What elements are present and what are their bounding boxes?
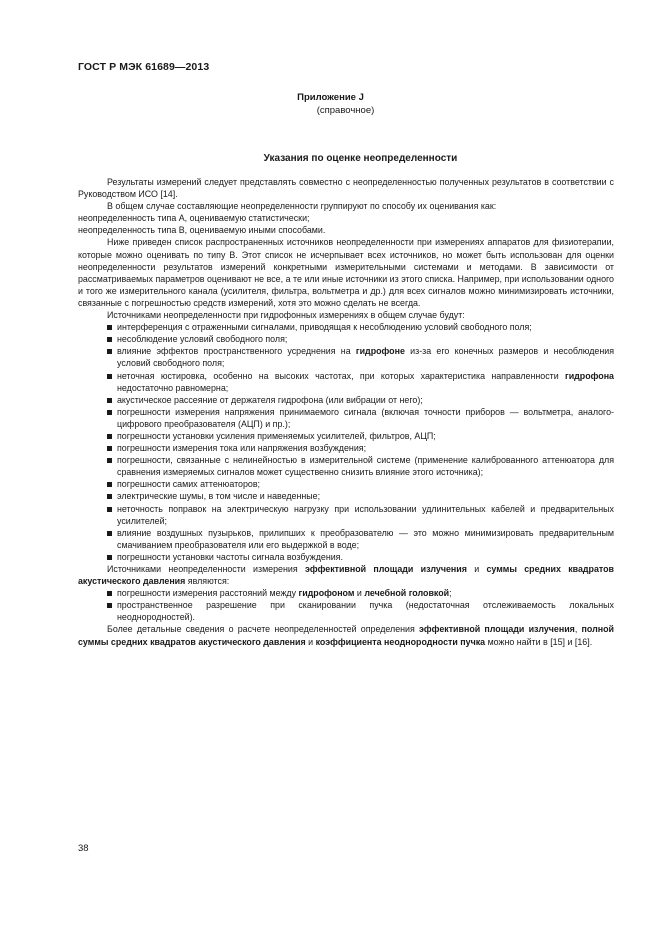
- bullet-icon: [107, 446, 112, 451]
- list-item: неточная юстировка, особенно на высоких частотах, при которых характеристика направленности гидрофона недостаточно равномерна;: [78, 370, 614, 394]
- bullet-icon: [107, 398, 112, 403]
- appendix-subtitle: (справочное): [316, 104, 375, 116]
- document-header: ГОСТ Р МЭК 61689—2013: [78, 61, 210, 73]
- paragraph: Результаты измерений следует представлять совместно с неопределенностью полученных результатов в соответствии с Руководством ИСО [14].: [78, 177, 614, 200]
- bullet-icon: [107, 531, 112, 536]
- list-item: влияние воздушных пузырьков, прилипших к преобразователю — это можно минимизировать предварительным смачиванием преобразователя или его выдержкой в воде;: [78, 527, 614, 551]
- list-item: электрические шумы, в том числе и наведенные;: [78, 490, 614, 502]
- bullet-icon: [107, 494, 112, 499]
- appendix-heading: [0, 92, 661, 117]
- paragraph: Более детальные сведения о расчете неопределенностей определения эффективной площади излучения, полной суммы средних квадратов акустического давления и коэффициента неоднородности пучка можно найти в [15] и [16].: [78, 624, 614, 647]
- paragraph: неопределенность типа А, оцениваемую статистически;: [78, 213, 310, 224]
- list-item: акустическое рассеяние от держателя гидрофона (или вибрации от него);: [78, 394, 614, 406]
- bullet-icon: [107, 603, 112, 608]
- list-item: интерференция с отраженными сигналами, приводящая к несоблюдению условий свободного поля;: [78, 321, 614, 333]
- list-item: погрешности измерения тока или напряжения возбуждения;: [78, 442, 614, 454]
- section-title: Указания по оценке неопределенности: [263, 153, 458, 164]
- list-item: погрешности установки частоты сигнала возбуждения.: [78, 551, 614, 563]
- list-item: погрешности самих аттенюаторов;: [78, 478, 614, 490]
- bullet-icon: [107, 555, 112, 560]
- appendix-title: Приложение J: [297, 92, 364, 103]
- page-number: 38: [78, 843, 89, 854]
- bullet-icon: [107, 337, 112, 342]
- list-item: пространственное разрешение при сканировании пучка (недостаточная отслеживаемость локальных неоднородностей).: [78, 599, 614, 623]
- paragraph: Ниже приведен список распространенных источников неопределенности при измерениях аппаратов для физиотерапии, которые можно оценивать по типу В. Этот список не исчерпывает всех источников, но может быть использован для оценки неопределенности результатов измерений конкретными измерительными системами и методами. В зависимости от рассматриваемых параметров оценивают не все, а те или иные источники из этого списка. Например, при использовании одного и того же измерительного канала (усилителя, фильтра, вольтметра и др.) для всех сигналов можно минимизировать источники, связанные с погрешностью средств измерений, хотя это можно сделать не всегда.: [78, 237, 614, 308]
- bullet-icon: [107, 458, 112, 463]
- list-item: несоблюдение условий свободного поля;: [78, 333, 614, 345]
- document-body: [78, 176, 614, 648]
- paragraph: неопределенность типа В, оцениваемую иными способами.: [78, 225, 326, 236]
- list-item: погрешности установки усиления применяемых усилителей, фильтров, АЦП;: [78, 430, 614, 442]
- list-item: неточность поправок на электрическую нагрузку при использовании удлинительных кабелей и предварительных усилителей;: [78, 503, 614, 527]
- paragraph: В общем случае составляющие неопределенности группируют по способу их оценивания как:: [107, 201, 497, 212]
- list-item: влияние эффектов пространственного усреднения на гидрофоне из-за его конечных размеров и несоблюдения условий свободного поля;: [78, 345, 614, 369]
- bullet-icon: [107, 410, 112, 415]
- bullet-icon: [107, 591, 112, 596]
- list-item: погрешности измерения расстояний между гидрофоном и лечебной головкой;: [78, 587, 614, 599]
- list-item: погрешности измерения напряжения принимаемого сигнала (включая точности приборов — вольтметра, аналого-цифрового преобразователя (АЦП) и пр.);: [78, 406, 614, 430]
- bullet-icon: [107, 349, 112, 354]
- bullet-icon: [107, 434, 112, 439]
- list-item: погрешности, связанные с нелинейностью в измерительной системе (применение калиброванного аттенюатора для сравнения измеряемых сигналов может существенно снизить влияние этого источника);: [78, 454, 614, 478]
- bullet-icon: [107, 482, 112, 487]
- bullet-icon: [107, 374, 112, 379]
- paragraph: Источниками неопределенности измерения эффективной площади излучения и суммы средних квадратов акустического давления являются:: [78, 564, 615, 587]
- paragraph: Источниками неопределенности при гидрофонных измерениях в общем случае будут:: [107, 310, 465, 321]
- bullet-icon: [107, 325, 112, 330]
- bullet-icon: [107, 507, 112, 512]
